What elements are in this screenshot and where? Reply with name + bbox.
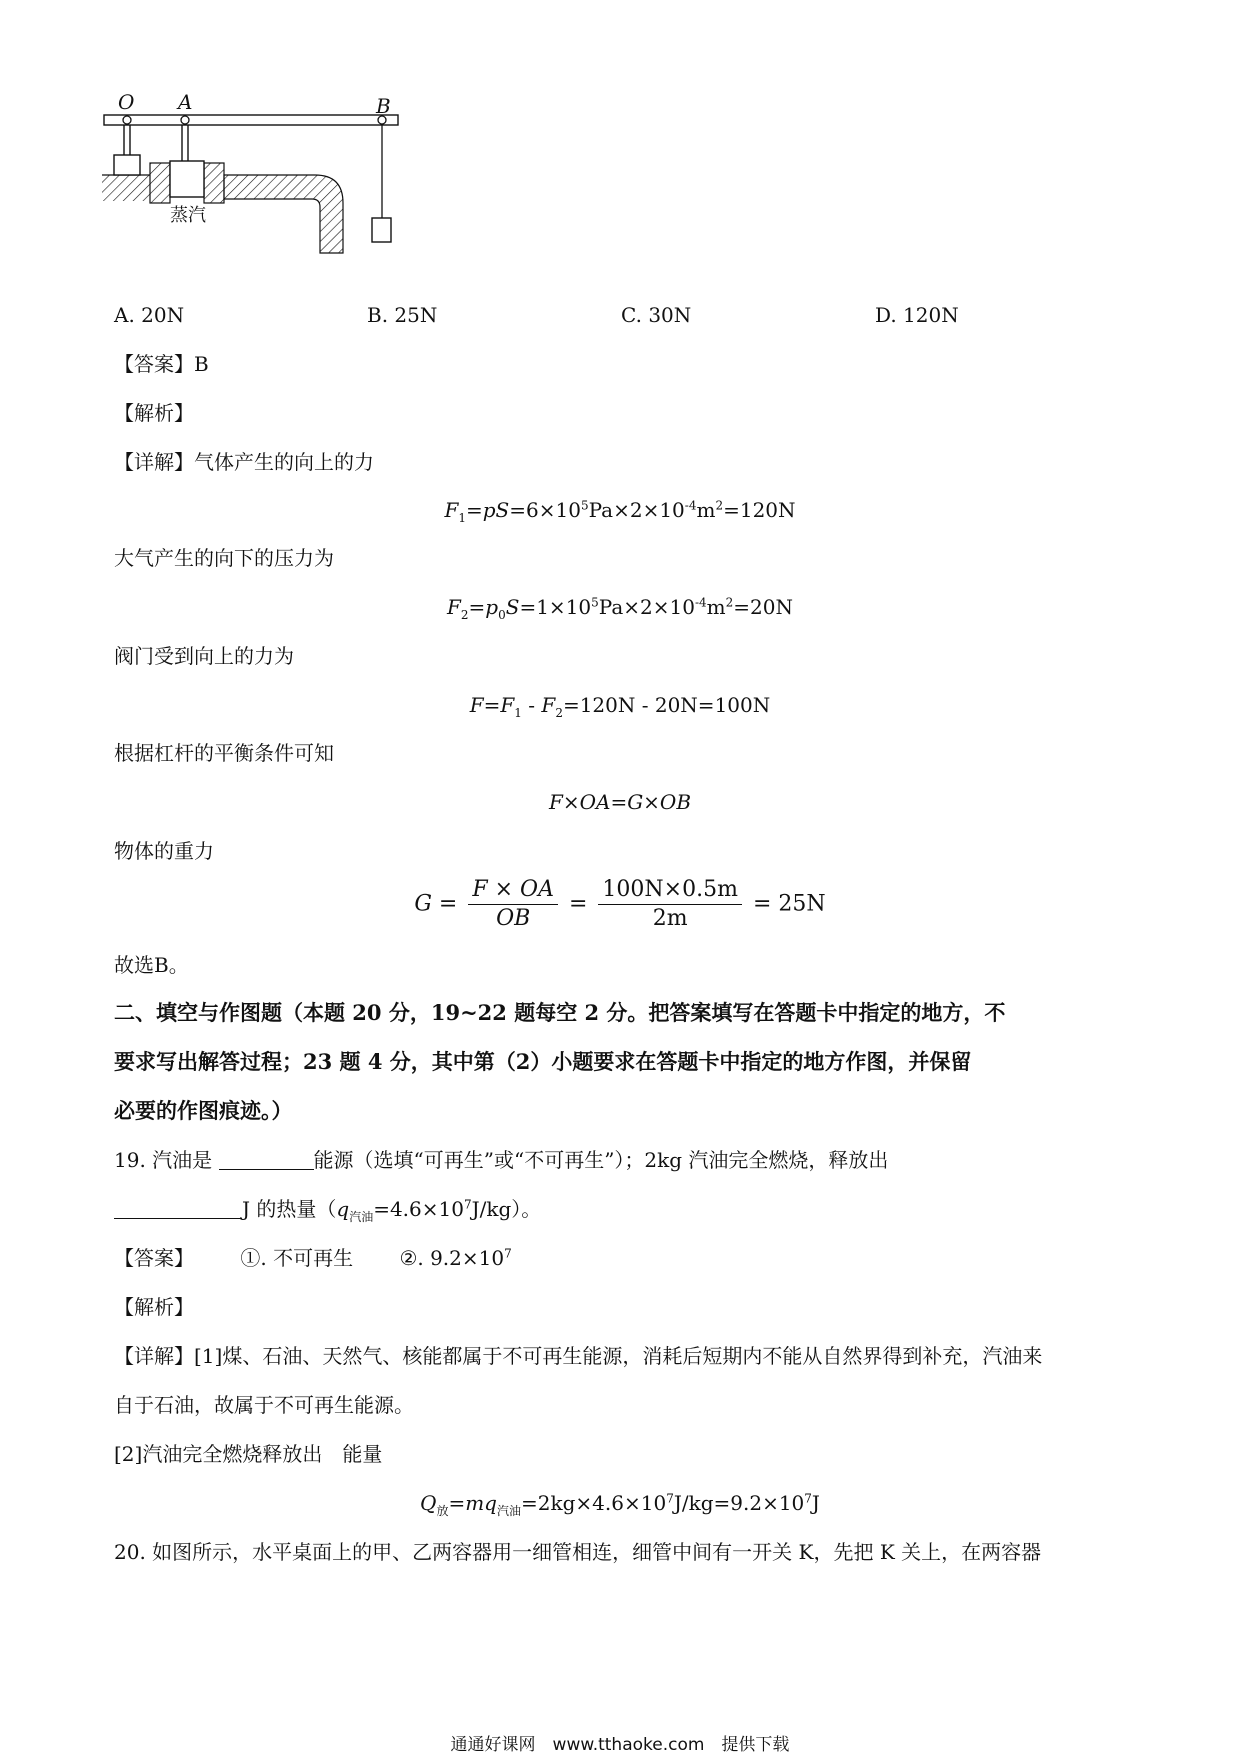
pivot-a	[181, 116, 189, 124]
option-c: C. 30N	[621, 303, 692, 327]
valve-body-right	[204, 163, 224, 203]
q19-answer: 【答案】 ①. 不可再生 ②. $9.2\times 10^7$	[114, 1246, 512, 1270]
blank-1[interactable]	[219, 1151, 314, 1170]
q18-detail-line1: 【详解】气体产生的向上的力	[114, 450, 374, 474]
hanging-weight	[372, 218, 391, 242]
q18-line4: 根据杠杆的平衡条件可知	[114, 741, 334, 765]
option-d: D. 120N	[875, 303, 959, 327]
lever-valve-figure	[100, 90, 430, 285]
pipe-wall-left	[102, 175, 150, 201]
equation-net-force: $F=F_1 - F_2=120N - 20N=100N$	[469, 693, 771, 720]
q19-detail-line1: 【详解】[1]煤、石油、天然气、核能都属于不可再生能源，消耗后短期内不能从自然界得到补充，汽油来	[114, 1344, 1043, 1368]
section2-heading-line3: 必要的作图痕迹。）	[114, 1098, 293, 1123]
label-steam: 蒸汽	[170, 205, 206, 226]
lever-diagram-svg	[100, 95, 430, 285]
pivot-o	[123, 116, 131, 124]
label-o: O	[118, 90, 135, 114]
q19-detail-line3: [2]汽油完全燃烧释放出 能量	[114, 1442, 383, 1466]
equation-lever: F×OA=G×OB	[548, 790, 692, 814]
valve-plug	[170, 161, 204, 197]
q19-stem-line2: J 的热量$(q_{汽油}=4.6\times 10^7J/kg)$。	[114, 1196, 541, 1222]
valve-body-left	[150, 163, 170, 203]
section2-heading-line1: 二、填空与作图题（本题 20 分，19~22 题每空 2 分。把答案填写在答题卡中指定的地方，不	[114, 1000, 1006, 1025]
section2-heading-line2: 要求写出解答过程；23 题 4 分，其中第（2）小题要求在答题卡中指定的地方作图，并保留	[114, 1049, 972, 1074]
q18-line3: 阀门受到向上的力为	[114, 644, 294, 668]
q20-stem: 20. 如图所示，水平桌面上的甲、乙两容器用一细管相连，细管中间有一开关 K，先把 K 关上，在两容器	[114, 1540, 1042, 1564]
q18-answer: 【答案】B	[114, 352, 209, 376]
option-a: A. 20N	[114, 303, 185, 327]
pivot-support	[114, 155, 140, 175]
q19-detail-line2: 自于石油，故属于不可再生能源。	[114, 1393, 414, 1417]
q18-analysis-label: 【解析】	[114, 401, 194, 425]
q18-line5: 物体的重力	[114, 839, 214, 863]
equation-f2: $F_2=p_0S=1\times 10^5Pa\times 2\times 10^{-4}m^2=20N$	[447, 595, 793, 622]
q18-line2: 大气产生的向下的压力为	[114, 546, 334, 570]
q18-conclusion: 故选B。	[114, 953, 189, 977]
footer-text: 通通好课网 www.tthaoke.com 提供下载	[450, 1735, 790, 1755]
label-a: A	[178, 90, 193, 114]
q19-stem-line1: 19. 汽油是 能源（选填“可再生”或“不可再生”）；2kg 汽油完全燃烧，释放出	[114, 1148, 889, 1172]
option-b: B. 25N	[367, 303, 438, 327]
equation-gravity: G = $\frac{F \times OA}{OB}$ = $\frac{100N\times 0.5m}{2m}$ = 25N	[414, 877, 826, 931]
lever-bar	[104, 115, 398, 125]
blank-2[interactable]	[114, 1200, 242, 1219]
equation-f1: $F_1=pS=6\times 10^5Pa\times 2\times 10^{-4}m^2=120N$	[444, 498, 796, 525]
pipe-bend	[224, 175, 343, 253]
label-b: B	[376, 94, 391, 118]
q19-analysis-label: 【解析】	[114, 1295, 194, 1319]
equation-heat: $Q_放=mq_{汽油}=2kg\times 4.6\times 10^7J/kg=9.2\times 10^7J$	[420, 1491, 820, 1518]
